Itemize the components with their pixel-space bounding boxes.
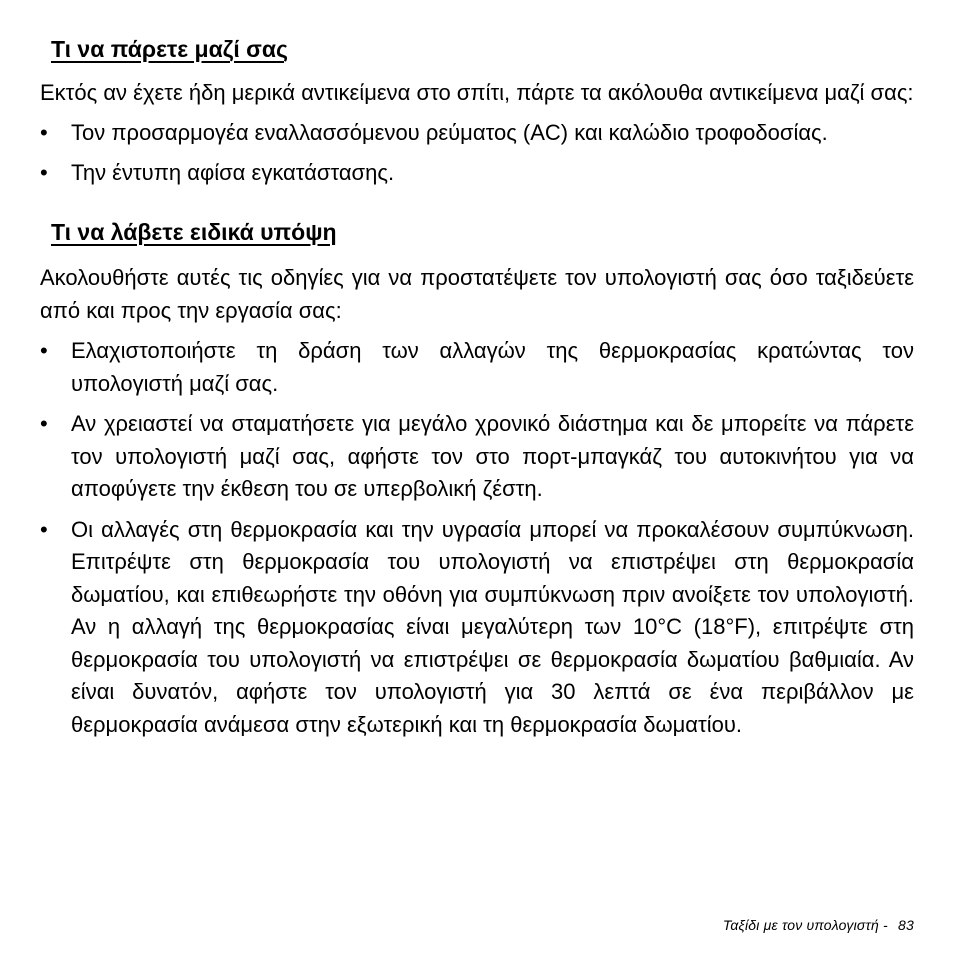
page-number: 83 — [898, 917, 914, 933]
bullet-list-what-to-take — [40, 117, 914, 189]
document-page — [40, 30, 914, 741]
list-item-text: Οι αλλαγές στη θερμοκρασία και την υγρασία μπορεί να προκαλέσουν συμπύκνωση. Επιτρέψτε στη θερμοκρασία του υπολογιστή να επιστρέψει στη θερμοκρασία δωματίου, και επιθεωρήστε την οθόνη για συμπύκνωση πριν ανοίξετε τον υπολογιστή. Αν η αλλαγή της θερμοκρασίας είναι μεγαλύτερη των 10°C (18°F), επιτρέψτε στη θερμοκρασία του υπολογιστή να επιστρέψει σε θερμοκρασία δωματίου βαθμιαία. Αν είναι δυνατόν, αφήστε τον υπολογιστή για 30 λεπτά σε ένα περιβάλλον με θερμοκρασία ανάμεσα στην εξωτερική και τη θερμοκρασία δωματίου. — [71, 516, 914, 737]
section-intro-special-considerations: Ακολουθήστε αυτές τις οδηγίες για να προστατέψετε τον υπολογιστή σας όσο ταξιδεύετε από και προς την εργασία σας: — [40, 265, 914, 323]
list-item — [40, 335, 914, 400]
bullet-icon: • — [40, 159, 48, 185]
section-heading-special-considerations: Τι να λάβετε ειδικά υπόψη — [51, 219, 337, 245]
bullet-icon: • — [40, 411, 48, 436]
list-item — [40, 514, 914, 742]
section-intro-what-to-take: Εκτός αν έχετε ήδη μερικά αντικείμενα στο σπίτι, πάρτε τα ακόλουθα αντικείμενα μαζί σας: — [40, 80, 914, 105]
list-item-text: Τον προσαρμογέα εναλλασσόμενου ρεύματος (AC) και καλώδιο τροφοδοσίας. — [71, 120, 828, 145]
list-item — [40, 157, 914, 190]
bullet-icon: • — [40, 120, 48, 145]
list-item-text: Την έντυπη αφίσα εγκατάστασης. — [71, 159, 395, 185]
footer-text: Ταξίδι με τον υπολογιστή - — [722, 917, 888, 933]
bullet-icon: • — [40, 516, 48, 542]
list-item-text: Ελαχιστοποιήστε τη δράση των αλλαγών της θερμοκρασίας κρατώντας τον υπολογιστή μαζί σας. — [71, 338, 914, 396]
list-item — [40, 408, 914, 506]
section-heading-what-to-take: Τι να πάρετε μαζί σας — [51, 36, 288, 62]
list-item-text: Αν χρειαστεί να σταματήσετε για μεγάλο χρονικό διάστημα και δε μπορείτε να πάρετε τον υπολογιστή μαζί σας, αφήστε τον στο πορτ-μπαγκάζ του αυτοκινήτου για να αποφύγετε την έκθεση του σε υπερβολική ζέστη. — [71, 411, 914, 501]
bullet-list-special-considerations — [40, 335, 914, 741]
page-footer — [723, 917, 914, 933]
bullet-icon: • — [40, 338, 48, 363]
list-item — [40, 117, 914, 150]
